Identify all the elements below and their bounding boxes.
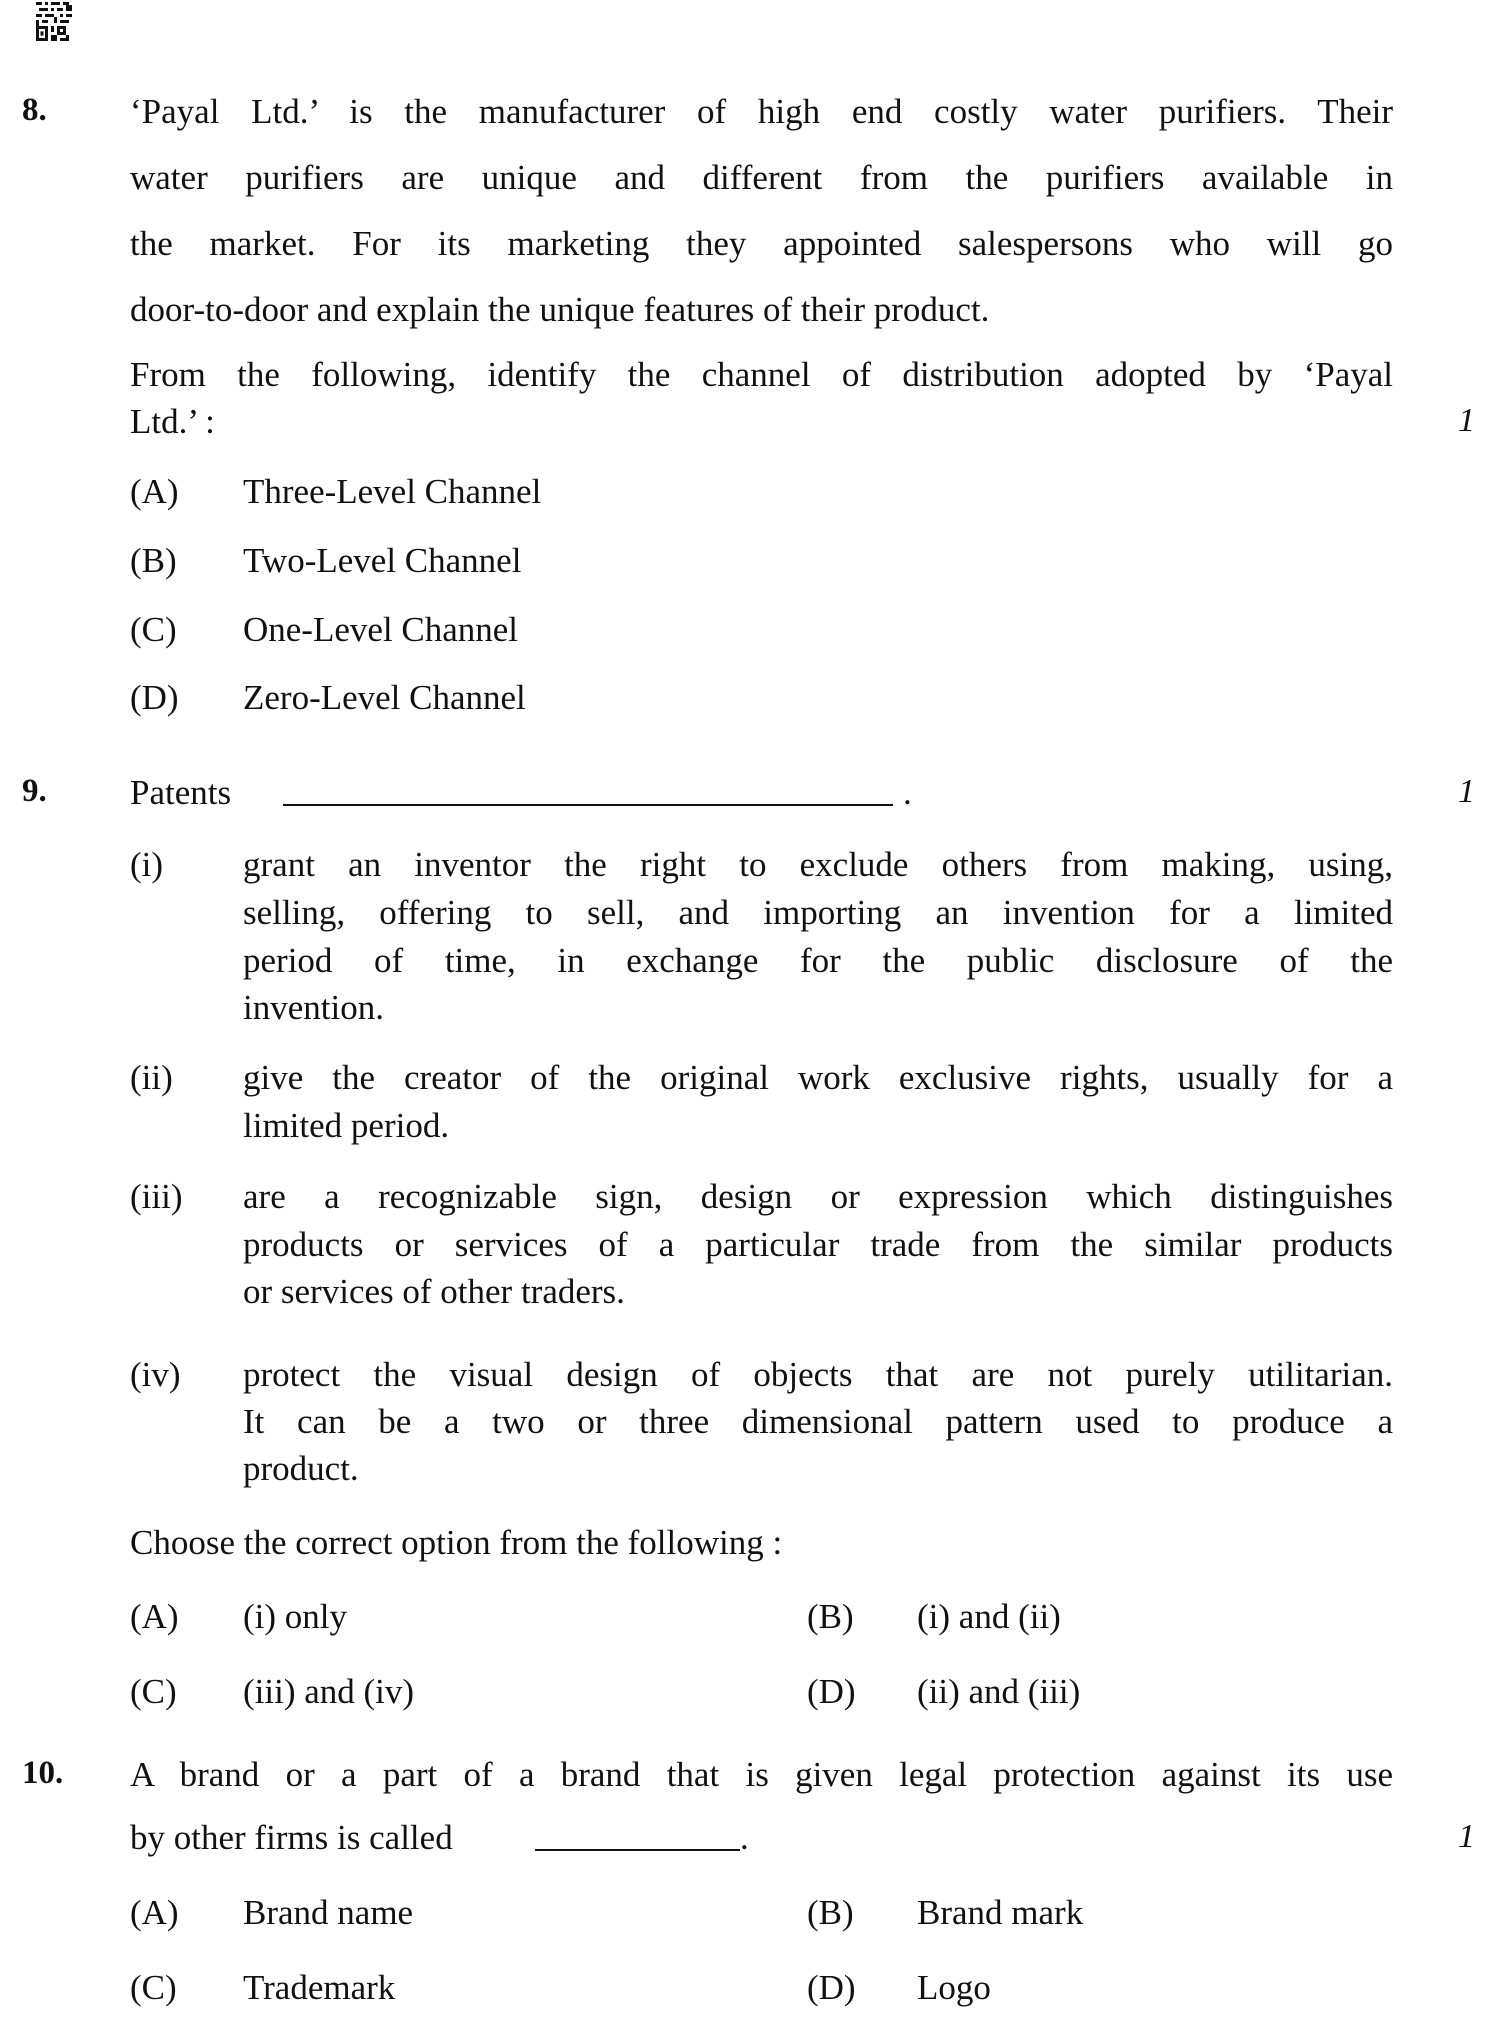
option-text: Trademark xyxy=(243,1968,396,2007)
marks: 1 xyxy=(1458,402,1475,439)
question-stem-end: . xyxy=(903,773,912,812)
statement-line: limited period. xyxy=(243,1106,450,1145)
option-text: One-Level Channel xyxy=(243,610,519,649)
option-text: Logo xyxy=(917,1968,991,2007)
question-stem: Patents xyxy=(130,773,232,812)
option-label: (B) xyxy=(130,541,177,580)
option-text: (iii) and (iv) xyxy=(243,1672,415,1711)
option-text: (i) only xyxy=(243,1597,348,1636)
statement-line: invention. xyxy=(243,988,384,1027)
question-text-line: the market. For its marketing they appointed salespersons who will go xyxy=(130,224,1393,263)
option-text: Brand mark xyxy=(917,1893,1084,1932)
question-text-line: ‘Payal Ltd.’ is the manufacturer of high end costly water purifiers. Their xyxy=(130,92,1393,131)
option-label: (C) xyxy=(130,1968,177,2007)
statement-label: (iv) xyxy=(130,1355,181,1394)
question-stem-end: . xyxy=(740,1818,749,1857)
question-text-line: A brand or a part of a brand that is given legal protection against its use xyxy=(130,1755,1393,1794)
statement-line: It can be a two or three dimensional pattern used to produce a xyxy=(243,1402,1393,1441)
question-number: 10. xyxy=(22,1755,64,1791)
option-label: (A) xyxy=(130,1893,179,1932)
marks: 1 xyxy=(1458,773,1475,810)
option-label: (C) xyxy=(130,610,177,649)
statement-label: (i) xyxy=(130,845,164,884)
answer-blank xyxy=(283,804,893,806)
option-text: Zero-Level Channel xyxy=(243,678,526,717)
statement-label: (iii) xyxy=(130,1177,183,1216)
question-number: 9. xyxy=(22,773,47,809)
option-label: (D) xyxy=(130,678,179,717)
question-number: 8. xyxy=(22,92,47,128)
answer-blank xyxy=(535,1849,740,1851)
option-text: (i) and (ii) xyxy=(917,1597,1061,1636)
statement-line: product. xyxy=(243,1449,359,1488)
question-prompt: Choose the correct option from the following : xyxy=(130,1523,783,1562)
option-text: (ii) and (iii) xyxy=(917,1672,1081,1711)
question-text-line: water purifiers are unique and different from the purifiers available in xyxy=(130,158,1393,197)
question-prompt-line: Ltd.’ : xyxy=(130,402,215,441)
statement-line: selling, offering to sell, and importing an invention for a limited xyxy=(243,893,1393,932)
question-prompt-line: From the following, identify the channel of distribution adopted by ‘Payal xyxy=(130,355,1393,394)
question-text-line: by other firms is called xyxy=(130,1818,453,1857)
marks: 1 xyxy=(1458,1818,1475,1855)
option-label: (B) xyxy=(807,1893,854,1932)
option-label: (A) xyxy=(130,1597,179,1636)
option-label: (D) xyxy=(807,1672,856,1711)
statement-line: protect the visual design of objects that are not purely utilitarian. xyxy=(243,1355,1393,1394)
option-label: (C) xyxy=(130,1672,177,1711)
option-text: Three-Level Channel xyxy=(243,472,542,511)
option-text: Brand name xyxy=(243,1893,414,1932)
statement-line: are a recognizable sign, design or expression which distinguishes xyxy=(243,1177,1393,1216)
statement-line: or services of other traders. xyxy=(243,1272,625,1311)
statement-label: (ii) xyxy=(130,1058,173,1097)
statement-line: period of time, in exchange for the public disclosure of the xyxy=(243,941,1393,980)
qr-code-icon xyxy=(36,2,96,44)
option-label: (D) xyxy=(807,1968,856,2007)
question-text-line: door-to-door and explain the unique features of their product. xyxy=(130,290,990,329)
statement-line: give the creator of the original work exclusive rights, usually for a xyxy=(243,1058,1393,1097)
statement-line: products or services of a particular trade from the similar products xyxy=(243,1225,1393,1264)
statement-line: grant an inventor the right to exclude others from making, using, xyxy=(243,845,1393,884)
option-label: (B) xyxy=(807,1597,854,1636)
option-text: Two-Level Channel xyxy=(243,541,522,580)
option-label: (A) xyxy=(130,472,179,511)
